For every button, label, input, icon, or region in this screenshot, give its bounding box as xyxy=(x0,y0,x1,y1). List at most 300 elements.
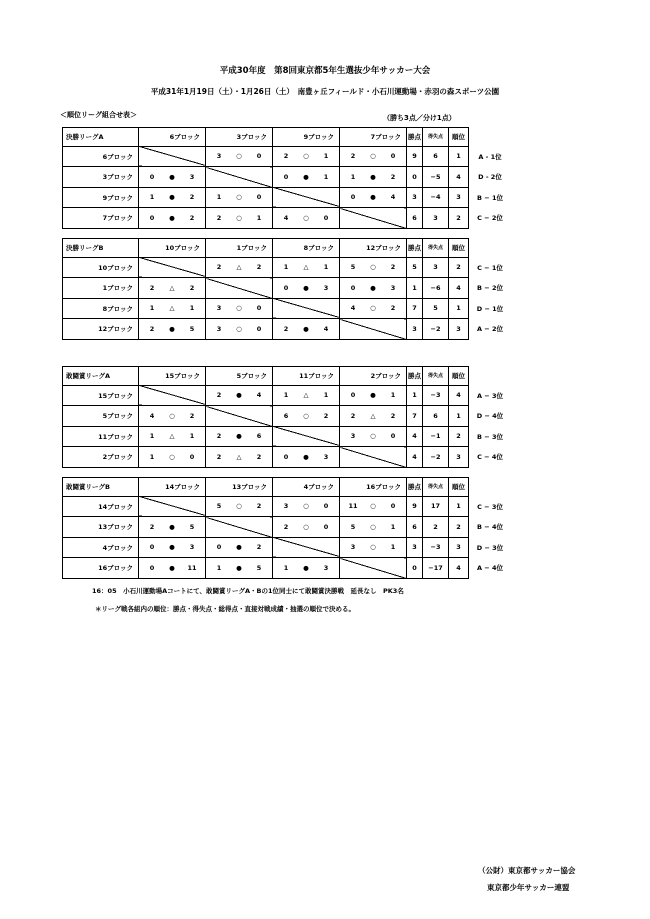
team-row xyxy=(63,537,469,558)
advance-result-label: A − 2位 xyxy=(476,325,504,333)
goals-against: 11 xyxy=(187,563,197,572)
self-match-cell xyxy=(340,319,407,340)
result-mark: ● xyxy=(169,193,175,202)
goals-against: 0 xyxy=(390,502,396,511)
goals-for: 0 xyxy=(283,283,289,292)
team-name: 6ブロック xyxy=(63,146,139,167)
result-mark: ● xyxy=(370,391,376,400)
match-score-cell xyxy=(206,496,273,517)
advance-result-label: C − 2位 xyxy=(477,214,503,222)
points-value: 0 xyxy=(407,167,423,188)
goal-diff-value: −2 xyxy=(423,319,449,340)
goals-for: 2 xyxy=(149,283,155,292)
goals-for: 0 xyxy=(149,172,155,181)
self-match-cell xyxy=(206,278,273,299)
stat-header: 得失点 xyxy=(423,367,449,386)
rank-value: 1 xyxy=(449,146,469,167)
team-name: 7ブロック xyxy=(63,208,139,229)
match-score-cell xyxy=(139,298,206,319)
team-row xyxy=(63,146,469,167)
team-name: 13ブロック xyxy=(63,517,139,538)
self-match-cell xyxy=(340,558,407,579)
goals-for: 1 xyxy=(149,193,155,202)
opponent-header: 9ブロック xyxy=(273,128,340,147)
points-value: 3 xyxy=(407,319,423,340)
advance-result-label: C − 3位 xyxy=(477,502,503,511)
result-mark: ○ xyxy=(169,411,175,420)
team-name: 8ブロック xyxy=(63,298,139,319)
result-mark: ● xyxy=(169,563,175,572)
rank-value: 2 xyxy=(449,517,469,538)
league-table xyxy=(62,366,469,468)
rank-value: 2 xyxy=(449,257,469,278)
goals-for: 1 xyxy=(283,263,289,272)
result-mark: ○ xyxy=(236,304,242,313)
rank-value: 2 xyxy=(449,426,469,447)
goals-for: 1 xyxy=(149,432,155,441)
match-score-cell xyxy=(206,208,273,229)
stat-header: 得失点 xyxy=(423,478,449,497)
goals-against: 3 xyxy=(323,563,329,572)
team-name: 5ブロック xyxy=(63,406,139,427)
match-score-cell xyxy=(206,447,273,468)
rank-value: 4 xyxy=(449,558,469,579)
rank-value: 3 xyxy=(449,447,469,468)
points-value: 6 xyxy=(407,208,423,229)
result-mark: ○ xyxy=(236,324,242,333)
rank-value: 3 xyxy=(449,537,469,558)
goals-against: 3 xyxy=(323,283,329,292)
goals-for: 1 xyxy=(216,193,222,202)
result-mark: △ xyxy=(370,411,376,420)
goals-for: 1 xyxy=(149,304,155,313)
result-mark: ● xyxy=(236,391,242,400)
goals-for: 2 xyxy=(216,452,222,461)
league-header-row xyxy=(63,128,469,147)
goal-diff-value: 5 xyxy=(423,298,449,319)
goals-against: 1 xyxy=(390,522,396,531)
result-mark: ○ xyxy=(303,411,309,420)
goals-against: 2 xyxy=(189,411,195,420)
goals-for: 3 xyxy=(350,543,356,552)
match-score-cell xyxy=(340,517,407,538)
result-mark: ○ xyxy=(370,522,376,531)
goals-for: 2 xyxy=(216,432,222,441)
team-name: 3ブロック xyxy=(63,167,139,188)
goal-diff-value: −3 xyxy=(423,385,449,406)
goals-for: 0 xyxy=(350,391,356,400)
team-name: 15ブロック xyxy=(63,385,139,406)
points-value: 6 xyxy=(407,517,423,538)
result-mark: ● xyxy=(169,172,175,181)
opponent-header: 2ブロック xyxy=(340,367,407,386)
goals-against: 1 xyxy=(323,263,329,272)
goals-for: 4 xyxy=(283,213,289,222)
goals-against: 4 xyxy=(256,391,262,400)
goals-for: 2 xyxy=(216,391,222,400)
self-match-cell xyxy=(139,146,206,167)
team-row xyxy=(63,385,469,406)
match-score-cell xyxy=(273,208,340,229)
result-mark: ● xyxy=(303,172,309,181)
points-note: （勝ち3点／分け1点） xyxy=(383,114,456,122)
goals-against: 4 xyxy=(390,193,396,202)
result-mark: △ xyxy=(236,452,242,461)
team-row xyxy=(63,319,469,340)
goals-for: 2 xyxy=(216,263,222,272)
goals-against: 3 xyxy=(390,283,396,292)
result-mark: ● xyxy=(370,193,376,202)
goals-for: 2 xyxy=(283,324,289,333)
goals-against: 5 xyxy=(189,522,195,531)
goals-for: 0 xyxy=(149,563,155,572)
advance-result-label: A − 3位 xyxy=(476,391,504,400)
match-score-cell xyxy=(206,319,273,340)
match-score-cell xyxy=(340,406,407,427)
team-row xyxy=(63,558,469,579)
opponent-header: 6ブロック xyxy=(139,128,206,147)
match-score-cell xyxy=(340,278,407,299)
self-match-cell xyxy=(273,426,340,447)
result-mark: ● xyxy=(169,324,175,333)
opponent-header: 11ブロック xyxy=(273,367,340,386)
rank-value: 3 xyxy=(449,187,469,208)
match-score-cell xyxy=(139,406,206,427)
goals-against: 3 xyxy=(323,452,329,461)
advance-result-label: D - 2位 xyxy=(478,173,502,181)
document-title: 平成30年度 第8回東京都5年生選抜少年サッカー大会 xyxy=(219,66,431,76)
goals-against: 2 xyxy=(390,172,396,181)
match-score-cell xyxy=(206,187,273,208)
goals-against: 3 xyxy=(189,543,195,552)
advance-result-label: A - 1位 xyxy=(478,152,502,161)
points-value: 5 xyxy=(407,257,423,278)
match-score-cell xyxy=(139,208,206,229)
match-score-cell xyxy=(273,385,340,406)
points-value: 7 xyxy=(407,298,423,319)
match-score-cell xyxy=(139,167,206,188)
advance-result-label: A − 4位 xyxy=(476,564,504,572)
result-mark: ○ xyxy=(303,522,309,531)
goals-for: 5 xyxy=(350,522,356,531)
result-mark: ○ xyxy=(370,543,376,552)
result-mark: ○ xyxy=(169,452,175,461)
goal-diff-value: 3 xyxy=(423,208,449,229)
rank-value: 1 xyxy=(449,406,469,427)
team-row xyxy=(63,257,469,278)
opponent-header: 8ブロック xyxy=(273,239,340,258)
goals-for: 3 xyxy=(283,502,289,511)
goals-for: 2 xyxy=(283,152,289,161)
league-name: 決勝リーグA xyxy=(63,128,139,147)
opponent-header: 14ブロック xyxy=(139,478,206,497)
match-score-cell xyxy=(273,167,340,188)
team-name: 4ブロック xyxy=(63,537,139,558)
goals-against: 2 xyxy=(189,193,195,202)
match-score-cell xyxy=(139,319,206,340)
points-value: 4 xyxy=(407,426,423,447)
opponent-header: 5ブロック xyxy=(206,367,273,386)
team-row xyxy=(63,447,469,468)
goal-diff-value: 6 xyxy=(423,406,449,427)
goals-against: 2 xyxy=(189,283,195,292)
result-mark: △ xyxy=(236,263,242,272)
result-mark: ○ xyxy=(370,304,376,313)
goals-against: 0 xyxy=(323,522,329,531)
final-match-note: 16：05 小石川運動場Aコートにて、敢闘賞リーグA・Bの1位同士にて敢闘賞決勝戦 延長なし PK3名 xyxy=(92,587,404,595)
opponent-header: 10ブロック xyxy=(139,239,206,258)
result-mark: ○ xyxy=(236,502,242,511)
goals-for: 0 xyxy=(283,172,289,181)
points-value: 1 xyxy=(407,278,423,299)
advance-result-label: D − 4位 xyxy=(476,412,504,420)
advance-result-label: D − 1位 xyxy=(476,304,504,313)
team-name: 1ブロック xyxy=(63,278,139,299)
goals-for: 1 xyxy=(283,563,289,572)
team-row xyxy=(63,406,469,427)
advance-result-label: B − 3位 xyxy=(477,432,503,441)
result-mark: ● xyxy=(370,283,376,292)
points-value: 4 xyxy=(407,447,423,468)
points-value: 7 xyxy=(407,406,423,427)
goals-against: 5 xyxy=(256,563,262,572)
match-score-cell xyxy=(206,558,273,579)
match-score-cell xyxy=(273,146,340,167)
self-match-cell xyxy=(206,406,273,427)
opponent-header: 3ブロック xyxy=(206,128,273,147)
points-value: 3 xyxy=(407,187,423,208)
goals-against: 0 xyxy=(323,502,329,511)
league-header-row xyxy=(63,478,469,497)
league-table xyxy=(62,477,469,579)
goals-against: 1 xyxy=(323,391,329,400)
advance-result-label: B − 2位 xyxy=(477,284,503,292)
rank-value: 2 xyxy=(449,208,469,229)
goal-diff-value: 17 xyxy=(423,496,449,517)
rank-value: 1 xyxy=(449,496,469,517)
self-match-cell xyxy=(206,167,273,188)
footer-federation: 東京都少年サッカー連盟 xyxy=(487,883,570,892)
goals-against: 4 xyxy=(323,324,329,333)
result-mark: ● xyxy=(236,543,242,552)
goals-against: 1 xyxy=(323,172,329,181)
result-mark: ● xyxy=(303,452,309,461)
goal-diff-value: 6 xyxy=(423,146,449,167)
opponent-header: 15ブロック xyxy=(139,367,206,386)
match-score-cell xyxy=(206,257,273,278)
stat-header: 順位 xyxy=(449,128,469,147)
goals-against: 0 xyxy=(256,152,262,161)
result-mark: △ xyxy=(169,304,175,313)
goals-against: 2 xyxy=(256,263,262,272)
result-mark: ○ xyxy=(303,213,309,222)
result-mark: △ xyxy=(169,432,175,441)
rank-value: 3 xyxy=(449,319,469,340)
match-score-cell xyxy=(139,537,206,558)
match-score-cell xyxy=(139,187,206,208)
match-score-cell xyxy=(340,496,407,517)
self-match-cell xyxy=(139,257,206,278)
stat-header: 勝点 xyxy=(407,478,423,497)
result-mark: ○ xyxy=(370,152,376,161)
self-match-cell xyxy=(273,537,340,558)
advance-result-label: B − 4位 xyxy=(477,523,503,531)
self-match-cell xyxy=(206,517,273,538)
match-score-cell xyxy=(273,447,340,468)
match-score-cell xyxy=(340,426,407,447)
league-name: 決勝リーグB xyxy=(63,239,139,258)
stat-header: 勝点 xyxy=(407,128,423,147)
team-row xyxy=(63,278,469,299)
opponent-header: 7ブロック xyxy=(340,128,407,147)
goals-for: 1 xyxy=(149,452,155,461)
goal-diff-value: −3 xyxy=(423,537,449,558)
advance-result-label: D − 3位 xyxy=(476,543,504,552)
goals-against: 0 xyxy=(390,152,396,161)
goals-for: 3 xyxy=(216,304,222,313)
goals-against: 1 xyxy=(256,213,262,222)
goals-against: 0 xyxy=(390,432,396,441)
stat-header: 得失点 xyxy=(423,239,449,258)
match-score-cell xyxy=(273,319,340,340)
result-mark: ● xyxy=(236,432,242,441)
result-mark: ○ xyxy=(236,152,242,161)
result-mark: ○ xyxy=(303,502,309,511)
points-value: 9 xyxy=(407,496,423,517)
goals-for: 4 xyxy=(149,411,155,420)
goals-for: 3 xyxy=(216,324,222,333)
result-mark: △ xyxy=(303,391,309,400)
self-match-cell xyxy=(139,385,206,406)
advance-result-label: C − 4位 xyxy=(477,453,503,461)
team-name: 10ブロック xyxy=(63,257,139,278)
team-name: 9ブロック xyxy=(63,187,139,208)
team-name: 11ブロック xyxy=(63,426,139,447)
goals-for: 0 xyxy=(350,283,356,292)
match-score-cell xyxy=(206,537,273,558)
match-score-cell xyxy=(340,537,407,558)
team-name: 16ブロック xyxy=(63,558,139,579)
goal-diff-value: 3 xyxy=(423,257,449,278)
self-match-cell xyxy=(340,447,407,468)
stat-header: 順位 xyxy=(449,239,469,258)
team-row xyxy=(63,187,469,208)
goals-against: 2 xyxy=(256,502,262,511)
rank-value: 4 xyxy=(449,385,469,406)
advance-result-label: B − 1位 xyxy=(477,193,503,202)
league-name: 敢闘賞リーグB xyxy=(63,478,139,497)
team-row xyxy=(63,298,469,319)
goals-for: 6 xyxy=(283,411,289,420)
result-mark: ● xyxy=(370,172,376,181)
goals-for: 2 xyxy=(283,522,289,531)
result-mark: ● xyxy=(303,324,309,333)
goals-against: 1 xyxy=(390,391,396,400)
team-row xyxy=(63,426,469,447)
goals-for: 2 xyxy=(149,522,155,531)
goal-diff-value: −1 xyxy=(423,426,449,447)
goals-for: 1 xyxy=(283,391,289,400)
match-score-cell xyxy=(273,257,340,278)
stat-header: 得失点 xyxy=(423,128,449,147)
team-name: 2ブロック xyxy=(63,447,139,468)
match-score-cell xyxy=(206,146,273,167)
goals-for: 2 xyxy=(149,324,155,333)
goals-against: 6 xyxy=(256,432,262,441)
goals-for: 0 xyxy=(149,543,155,552)
stat-header: 勝点 xyxy=(407,367,423,386)
section-title: ＜順位リーグ組合せ表＞ xyxy=(60,111,137,119)
goals-for: 2 xyxy=(350,411,356,420)
match-score-cell xyxy=(340,385,407,406)
goals-against: 1 xyxy=(189,304,195,313)
league-header-row xyxy=(63,367,469,386)
self-match-cell xyxy=(273,298,340,319)
ranking-rule-note: ＊リーグ戦各組内の順位：勝点・得失点・総得点・直接対戦成績・抽選の順位で決める。 xyxy=(95,605,355,613)
goals-against: 5 xyxy=(189,324,195,333)
goals-for: 2 xyxy=(216,213,222,222)
rank-value: 4 xyxy=(449,167,469,188)
stat-header: 順位 xyxy=(449,367,469,386)
goal-diff-value: −4 xyxy=(423,187,449,208)
match-score-cell xyxy=(139,447,206,468)
goals-for: 3 xyxy=(350,432,356,441)
stat-header: 勝点 xyxy=(407,239,423,258)
goal-diff-value: −2 xyxy=(423,447,449,468)
result-mark: ● xyxy=(169,522,175,531)
points-value: 9 xyxy=(407,146,423,167)
opponent-header: 1ブロック xyxy=(206,239,273,258)
match-score-cell xyxy=(139,426,206,447)
goals-against: 1 xyxy=(189,432,195,441)
goals-against: 2 xyxy=(390,304,396,313)
result-mark: ○ xyxy=(303,152,309,161)
result-mark: ○ xyxy=(236,193,242,202)
opponent-header: 4ブロック xyxy=(273,478,340,497)
result-mark: ○ xyxy=(370,502,376,511)
opponent-header: 16ブロック xyxy=(340,478,407,497)
team-row xyxy=(63,167,469,188)
goals-against: 1 xyxy=(390,543,396,552)
result-mark: ● xyxy=(303,283,309,292)
self-match-cell xyxy=(340,208,407,229)
goals-against: 0 xyxy=(323,213,329,222)
match-score-cell xyxy=(139,278,206,299)
advance-result-label: C − 1位 xyxy=(477,263,503,272)
match-score-cell xyxy=(340,257,407,278)
match-score-cell xyxy=(273,278,340,299)
match-score-cell xyxy=(206,298,273,319)
goals-for: 3 xyxy=(216,152,222,161)
team-name: 14ブロック xyxy=(63,496,139,517)
goals-against: 2 xyxy=(189,213,195,222)
match-score-cell xyxy=(340,298,407,319)
opponent-header: 12ブロック xyxy=(340,239,407,258)
rank-value: 1 xyxy=(449,298,469,319)
goals-against: 2 xyxy=(390,411,396,420)
team-name: 12ブロック xyxy=(63,319,139,340)
goals-for: 5 xyxy=(216,502,222,511)
goals-for: 4 xyxy=(350,304,356,313)
goals-for: 11 xyxy=(348,502,358,511)
goals-against: 2 xyxy=(256,452,262,461)
team-row xyxy=(63,496,469,517)
result-mark: △ xyxy=(303,263,309,272)
result-mark: ● xyxy=(169,213,175,222)
self-match-cell xyxy=(273,187,340,208)
goals-for: 5 xyxy=(350,263,356,272)
goals-against: 0 xyxy=(256,193,262,202)
